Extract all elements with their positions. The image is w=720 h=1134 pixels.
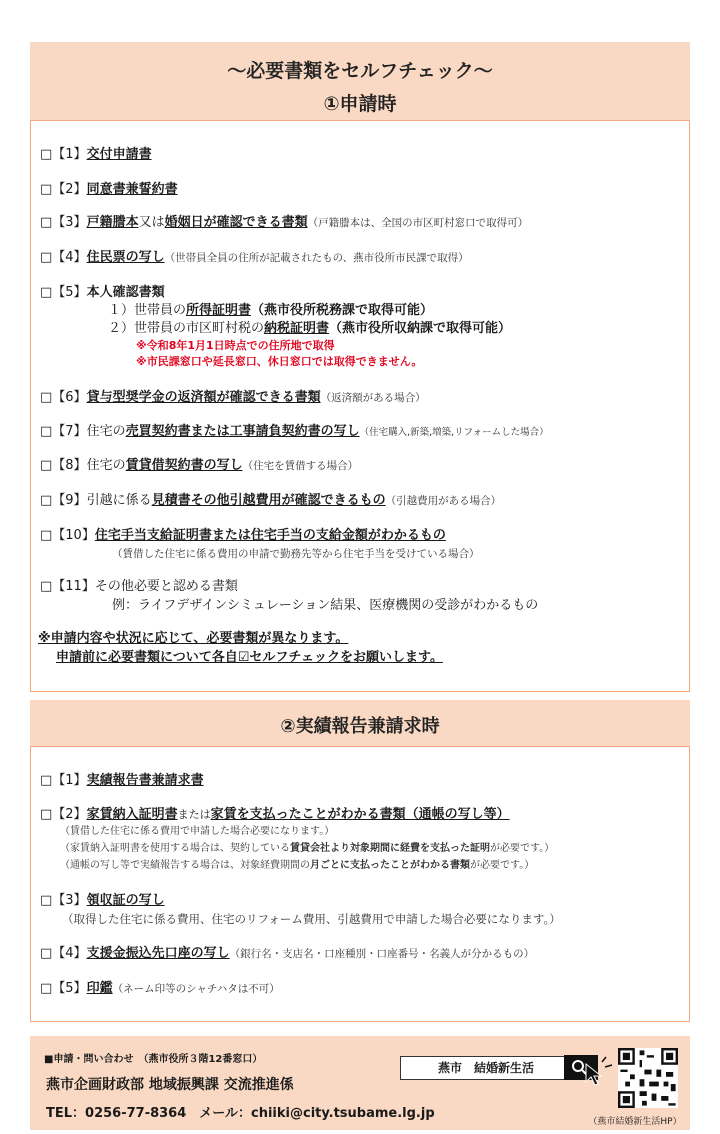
section2-title: ②実績報告兼請求時 (280, 716, 440, 737)
report-item-5: □【5】印鑑（ネーム印等のシャチハタは不可） (40, 981, 280, 996)
report-item-2-note-3: （通帳の写し等で実績報告する場合は、対象経費期間の月ごとに支払ったことがわかる書類が必要です。） (60, 860, 535, 871)
contact-label: ■申請・問い合わせ （燕市役所３階12番窓口） (44, 1054, 263, 1065)
checklist-item-10-note: （賃借した住宅に係る費用の申請で勤務先等から住宅手当を受けている場合） (112, 548, 480, 560)
checklist-item-4: □【4】住民票の写し（世帯員全員の住所が記載されたもの、燕市役所市民課で取得） (40, 250, 469, 265)
cursor-icon (578, 1056, 614, 1086)
red-note-2: ※市民課窓口や延長窓口、休日窓口では取得できません。 (136, 355, 423, 368)
search-keyword-box: 燕市 結婚新生活 (400, 1056, 572, 1080)
report-item-3: □【3】領収証の写し (40, 893, 165, 908)
qr-caption: （燕市結婚新生活HP） (588, 1117, 682, 1127)
report-item-2-note-2: （家賃納入証明書を使用する場合は、契約している賃貸会社より対象期間に経費を支払った証明が必要です。） (60, 843, 555, 854)
item-note: （戸籍謄本は、全国の市区町村窓口で取得可） (307, 217, 529, 229)
contact-footer (30, 1036, 690, 1130)
checklist-item-3: □【3】戸籍謄本又は婚姻日が確認できる書類（戸籍謄本は、全国の市区町村窓口で取得可） (40, 215, 529, 230)
warning-line-2: 申請前に必要書類について各自☑セルフチェックをお願いします。 (56, 650, 443, 665)
checklist-item-5-sub2: ２）世帯員の市区町村税の納税証明書（燕市役所収納課で取得可能） (108, 321, 512, 336)
checklist-item-9: □【9】引越に係る見積書その他引越費用が確認できるもの（引越費用がある場合） (40, 493, 502, 508)
section1-subtitle: ①申請時 (323, 93, 397, 115)
item-title: 交付申請書 (86, 147, 152, 162)
qr-code-icon (618, 1048, 678, 1108)
department-name: 燕市企画財政部 地域振興課 交流推進係 (46, 1077, 294, 1093)
checklist-item-8: □【8】住宅の賃貸借契約書の写し（住宅を賃借する場合） (40, 458, 359, 473)
item-title: 同意書兼誓約書 (86, 182, 178, 197)
contact-info: TEL：0256-77-8364 メール：chiiki@city.tsubame.lg.jp (46, 1106, 435, 1121)
checklist-item-6: □【6】貸与型奨学金の返済額が確認できる書類（返済額がある場合） (40, 390, 426, 405)
checklist-item-5: □【5】本人確認書類 (40, 285, 165, 300)
checklist-item-10: □【10】住宅手当支給証明書または住宅手当の支給金額がわかるもの (40, 528, 446, 543)
report-item-2: □【2】家賃納入証明書または家賃を支払ったことがわかる書類（通帳の写し等） (40, 807, 510, 822)
checklist-item-11: □【11】その他必要と認める書類 (40, 579, 238, 594)
page-title: 〜必要書類をセルフチェック〜 (227, 60, 493, 82)
checklist-item-5-sub1: １）世帯員の所得証明書（燕市役所税務課で取得可能） (108, 303, 434, 318)
checklist-item-11-note: 例：ライフデザインシミュレーション結果、医療機関の受診がわかるもの (112, 598, 539, 613)
checklist-item-2: □【2】同意書兼誓約書 (40, 182, 178, 197)
section2-header (30, 700, 690, 746)
report-item-1: □【1】実績報告書兼請求書 (40, 773, 204, 788)
report-item-2-note-1: （賃借した住宅に係る費用で申請した場合必要になります。） (60, 826, 335, 837)
checklist-item-1: □【1】交付申請書 (40, 147, 152, 162)
section1-header (30, 42, 690, 120)
report-item-4: □【4】支援金振込先口座の写し（銀行名・支店名・口座種別・口座番号・名義人が分かるもの） (40, 946, 535, 961)
red-note-1: ※令和8年1月1日時点での住所地で取得 (136, 339, 335, 352)
checklist-item-7: □【7】住宅の売買契約書または工事請負契約書の写し（住宅購入,新築,増築,リフォームした場合） (40, 424, 549, 439)
warning-line-1: ※申請内容や状況に応じて、必要書類が異なります。 (38, 631, 349, 646)
report-item-3-note: （取得した住宅に係る費用、住宅のリフォーム費用、引越費用で申請した場合必要になります。） (62, 912, 561, 926)
